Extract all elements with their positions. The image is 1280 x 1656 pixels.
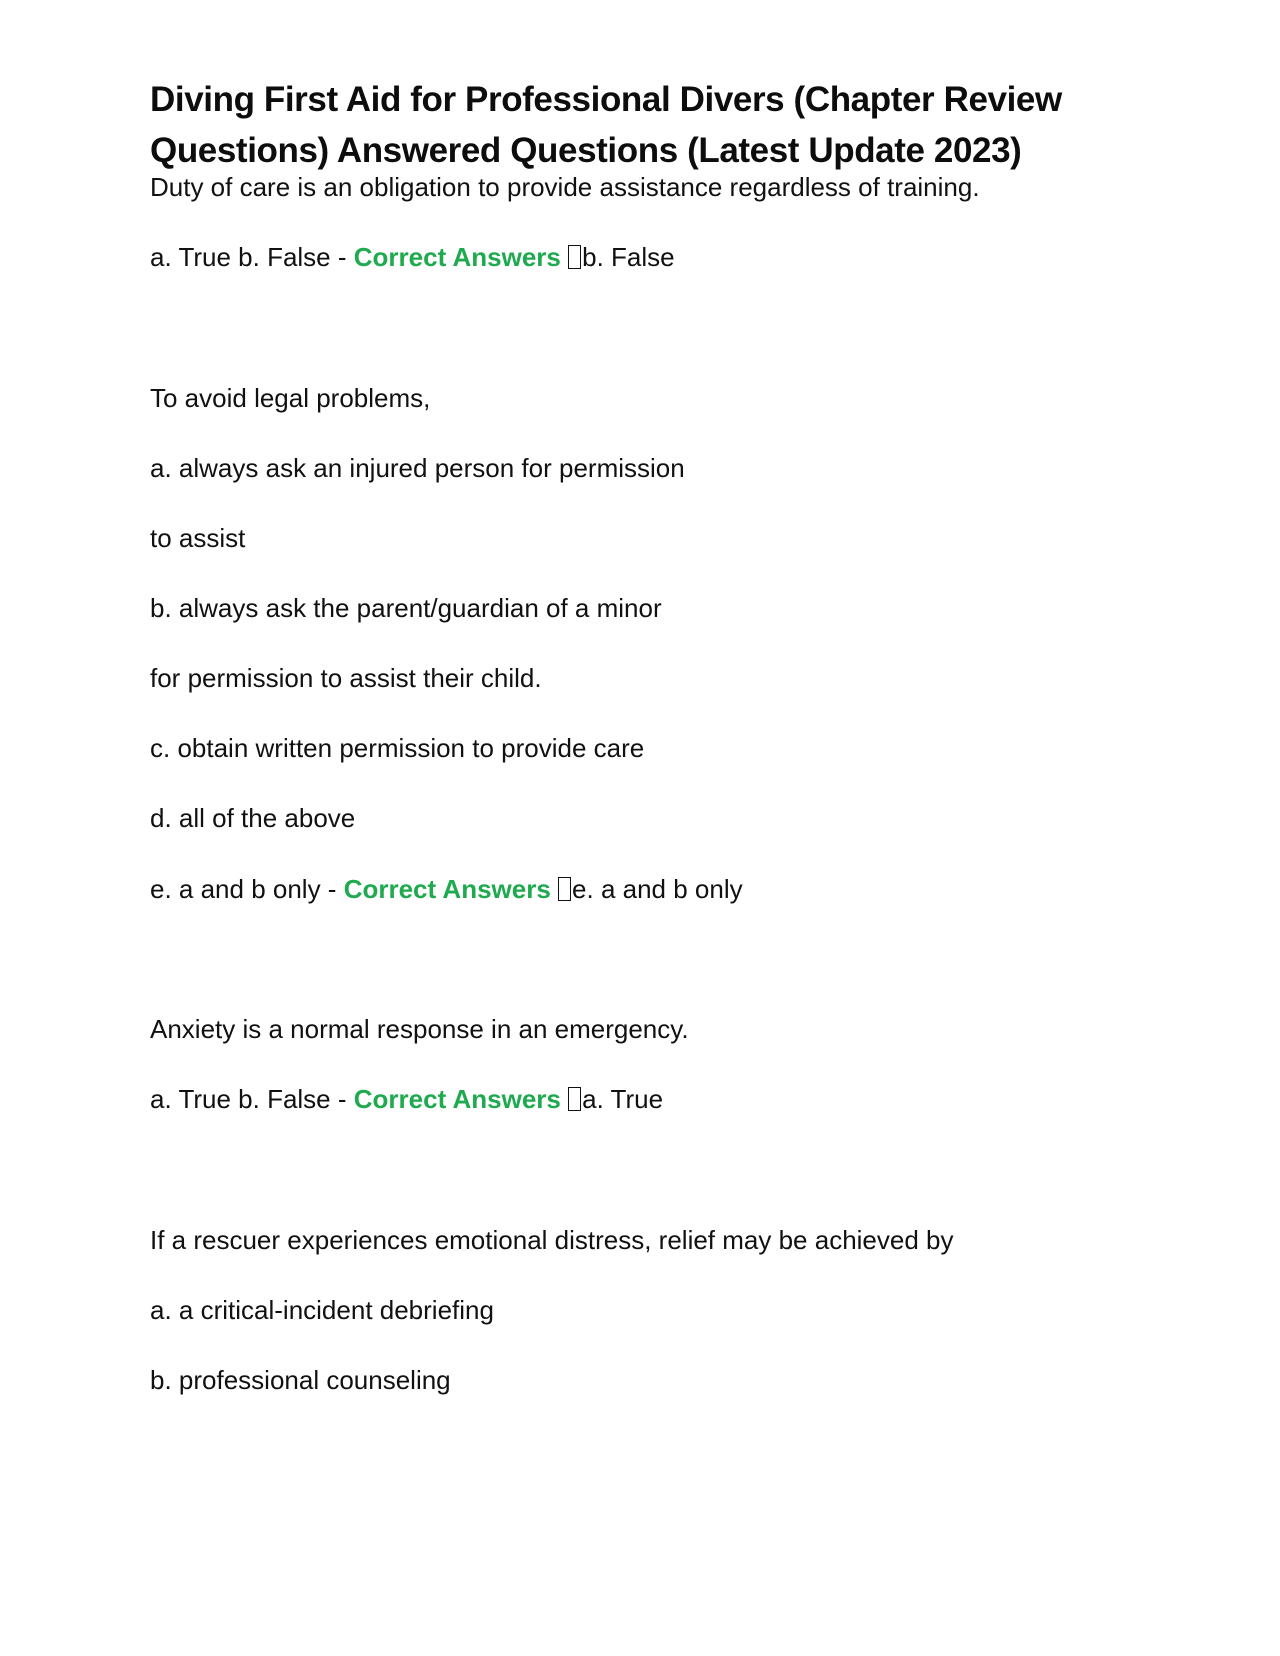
- missing-glyph-icon: [558, 877, 571, 901]
- correct-answers-label: Correct Answers: [343, 874, 551, 904]
- answer-text: b. False: [582, 242, 675, 272]
- options-text: e. a and b only -: [150, 874, 344, 904]
- document-title: Diving First Aid for Professional Divers (Chapter Review Questions) Answered Questions (Latest Update 2023): [150, 80, 1062, 170]
- answer-line: [150, 872, 743, 906]
- correct-answers-label: Correct Answers: [353, 242, 561, 272]
- answer-text: e. a and b only: [572, 874, 743, 904]
- option-line: a. a critical-incident debriefing: [150, 1295, 494, 1325]
- option-line: a. always ask an injured person for permission: [150, 453, 685, 483]
- answer-line: [150, 1082, 663, 1116]
- question-prompt: Anxiety is a normal response in an emergency.: [150, 1014, 689, 1044]
- option-line: b. always ask the parent/guardian of a minor: [150, 593, 662, 623]
- option-line: for permission to assist their child.: [150, 663, 542, 693]
- correct-answers-label: Correct Answers: [353, 1084, 561, 1114]
- option-line: c. obtain written permission to provide care: [150, 733, 645, 763]
- missing-glyph-icon: [568, 1087, 581, 1111]
- options-text: a. True b. False -: [150, 242, 354, 272]
- option-line: d. all of the above: [150, 803, 356, 833]
- question-prompt: To avoid legal problems,: [150, 383, 431, 413]
- options-text: a. True b. False -: [150, 1084, 354, 1114]
- question-prompt: If a rescuer experiences emotional distress, relief may be achieved by: [150, 1225, 954, 1255]
- answer-text: a. True: [582, 1084, 664, 1114]
- option-line: b. professional counseling: [150, 1365, 451, 1395]
- missing-glyph-icon: [568, 245, 581, 269]
- option-line: to assist: [150, 523, 246, 553]
- answer-line: [150, 240, 675, 274]
- question-prompt: Duty of care is an obligation to provide assistance regardless of training.: [150, 172, 980, 202]
